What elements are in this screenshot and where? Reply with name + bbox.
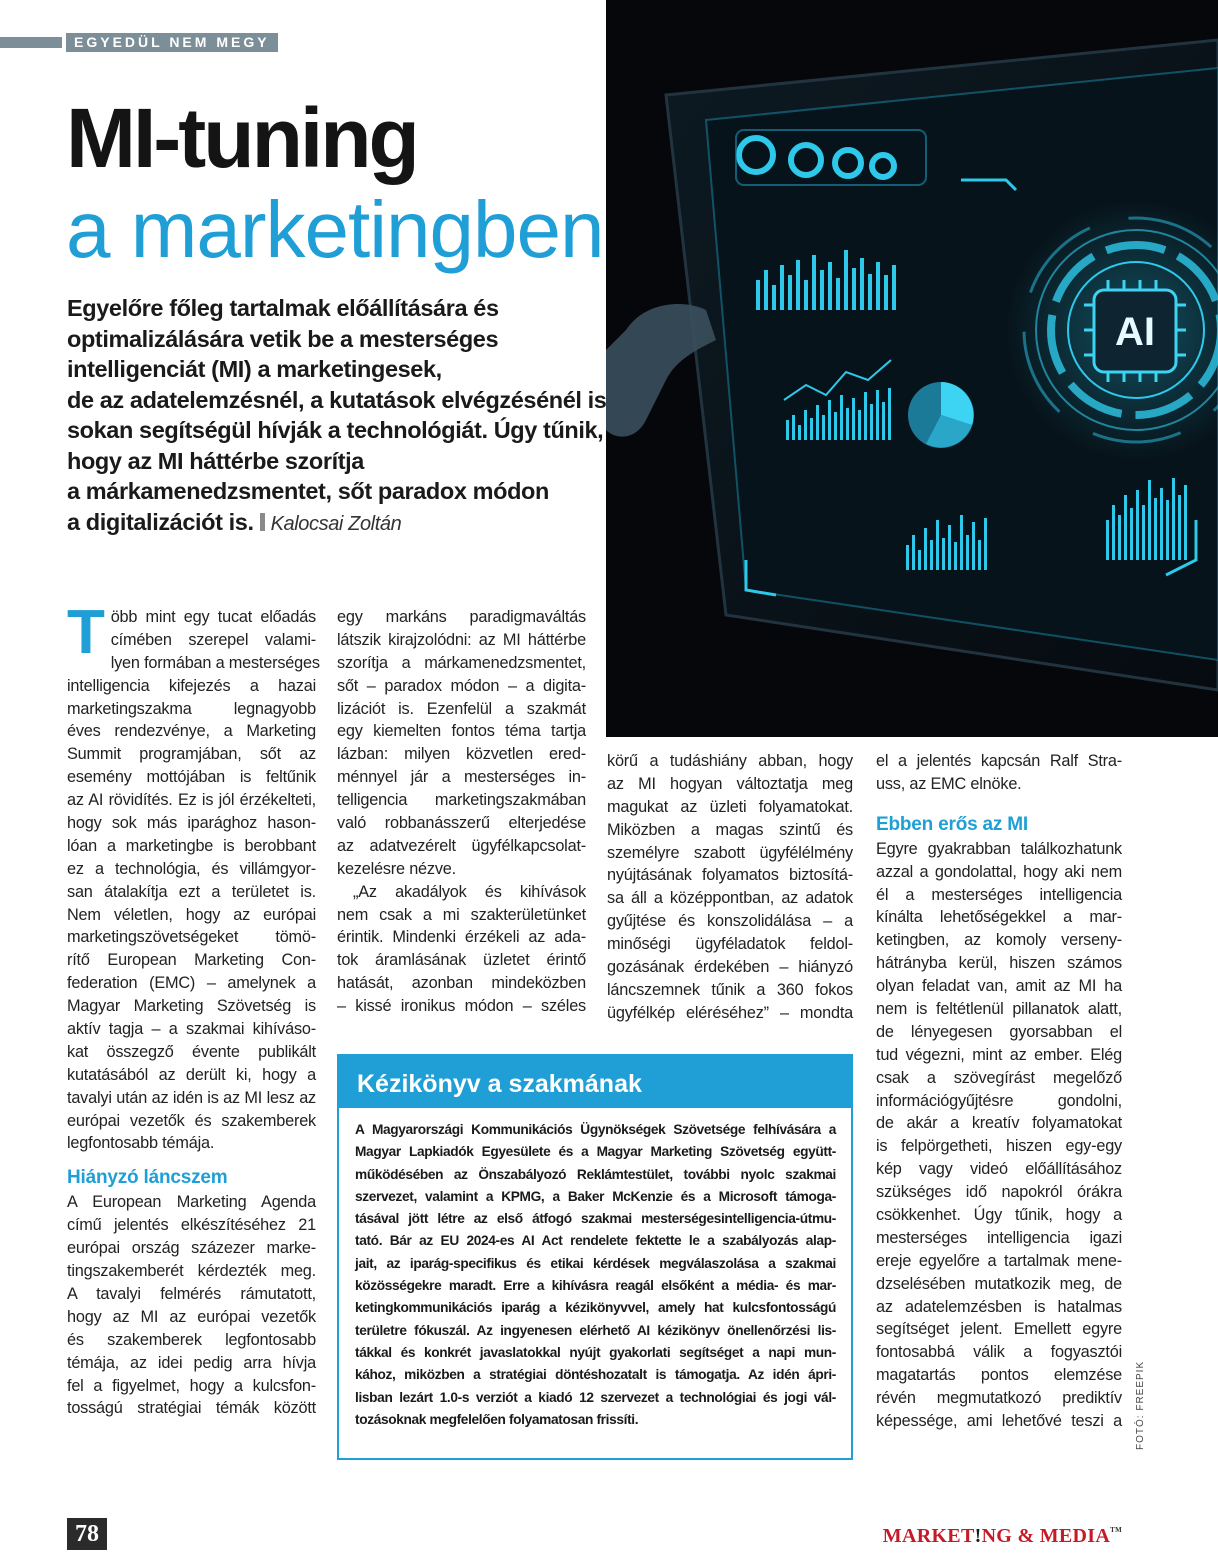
body-line: egy kiemelten fontos téma tartja xyxy=(337,722,586,741)
body-line: európai vezetők és szakemberek xyxy=(67,1111,316,1130)
lead-line: sokan segítségül hívják a technológiát. Úgy tűnik, xyxy=(67,417,604,443)
body-line: fontosabbá válik a fogyasztói xyxy=(876,1343,1122,1362)
hero-pie-chart xyxy=(908,382,974,448)
box-line: szervezet, valamint a KPMG, a Baker McKenzie és a Microsoft támoga- xyxy=(355,1188,836,1204)
body-line: kat összegző évente publikált xyxy=(67,1042,316,1061)
body-line: nyújtásának folyamatos biztosítá- xyxy=(607,866,853,885)
body-line: hatását, azonban mindeközben xyxy=(337,974,586,993)
body-line: federation (EMC) – amelynek a xyxy=(67,974,316,993)
box-line: tákkal és konkrét javaslatokkal nyújt gyakorlati segítséget a napi mun- xyxy=(355,1344,836,1360)
box-line: kához, miközben a stratégiai döntéshozatalt is támogatja. Az idén ápri- xyxy=(355,1367,836,1383)
lead-line-text: a digitalizációt is. xyxy=(67,508,254,535)
body-line: uss, az EMC elnöke. xyxy=(876,774,1022,793)
body-line: is felpörgetheti, hiszen egy-egy xyxy=(876,1137,1122,1156)
body-line: csökkenhet. Úgy tűnik, hogy a xyxy=(876,1206,1122,1225)
lead-line: hogy az MI háttérbe szorítja xyxy=(67,447,364,474)
body-line: szükséges idő napokról órákra xyxy=(876,1183,1122,1202)
box-line: közösségekre maradt. Erre a kihívásra reagál elsőként a média- és mar- xyxy=(355,1278,836,1294)
body-line: való robbanásszerű elterjedése xyxy=(337,814,586,833)
body-line: öbb mint egy tucat előadás xyxy=(110,608,316,626)
kicker-label: EGYEDÜL NEM MEGY xyxy=(66,33,278,52)
author-separator xyxy=(260,513,265,531)
body-line: ez a technológia, és villámgyor- xyxy=(67,859,316,878)
body-line: Magyar Marketing Szövetség is xyxy=(67,997,316,1016)
box-line: Magyar Lapkiadók Egyesülete és a Magyar Marketing Szövetség együtt- xyxy=(355,1144,836,1160)
box-line: tozásoknak megfelelően folyamatosan frissíti. xyxy=(355,1411,639,1427)
body-line: körű a tudáshiány abban, hogy xyxy=(607,752,853,770)
body-line: láncszemnek tűnik a 360 fokos xyxy=(607,980,853,999)
body-line: dzselésében mutatkozik meg, de xyxy=(876,1274,1122,1293)
section-kicker xyxy=(0,33,278,52)
body-line: el a jelentés kapcsán Ralf Stra- xyxy=(876,752,1122,770)
body-line: hogy sok más iparághoz hason- xyxy=(67,814,316,833)
body-line: olyan feladat van, amit az MI ha xyxy=(876,977,1122,996)
article-lead xyxy=(67,293,607,539)
body-line: minőségi ügyféladatok feldol- xyxy=(607,935,853,954)
body-line: témája, az idei pedig arra hívja xyxy=(67,1353,316,1372)
body-line: Miközben a magas szintű és xyxy=(607,820,853,839)
body-line: aktív tagja – a szakmai kihíváso- xyxy=(67,1020,316,1039)
body-line: csak a szövegírást megelőző xyxy=(876,1068,1122,1087)
body-line: ereje egyelőre a tartalmak mene- xyxy=(876,1251,1122,1270)
brand-text: MARKET xyxy=(882,1525,975,1547)
body-line: az adatelemzésben is hatalmas xyxy=(876,1297,1122,1316)
body-line: esemény mottójában is feltűnik xyxy=(67,768,316,787)
author-name: Kalocsai Zoltán xyxy=(270,512,402,535)
subheading-ai-strength: Ebben erős az MI xyxy=(876,813,1029,835)
body-line: tosságú stratégiai témák között xyxy=(67,1399,316,1418)
body-line: éves rendezvénye, a Marketing xyxy=(67,722,316,741)
brand-exclaim: ! xyxy=(974,1525,982,1547)
body-line: az AI rövidítés. Ez is jól érzékelteti, xyxy=(67,791,316,810)
body-line: révén megmutatkozó prediktív xyxy=(876,1389,1122,1408)
body-line: azzal a gondolattal, hogy aki nem xyxy=(876,862,1122,881)
subheading-missing-link: Hiányzó láncszem xyxy=(67,1167,228,1189)
body-line: magatartás pontos elemzése xyxy=(876,1366,1122,1385)
column-1 xyxy=(67,598,320,1420)
body-line: gyűjtése és konszolidálása – a xyxy=(607,912,853,931)
body-line: lóan a marketingbe is berobbant xyxy=(67,836,316,855)
brand-trademark: TM xyxy=(1110,1526,1122,1534)
column-4 xyxy=(876,750,1122,1433)
body-line: című jelentés elkészítéséhez 21 xyxy=(67,1216,316,1235)
body-line: marketingszakma legnagyobb xyxy=(67,699,316,718)
body-line: lyen formában a mesterséges xyxy=(110,653,320,672)
body-line: az adatvezérelt ügyfélkapcsolat- xyxy=(337,836,586,855)
lead-line-last xyxy=(67,507,597,540)
body-line: tud végezni, mint az ember. Elég xyxy=(876,1045,1122,1064)
box-body xyxy=(339,1108,851,1431)
hero-image xyxy=(606,0,1218,737)
box-line: lisban lezárt 1.0-s verziót a kiadó 12 szervezet a technológiai és jogi vál- xyxy=(355,1389,836,1405)
column-2 xyxy=(337,606,586,1018)
body-line: tavalyi után az idén is az MI lesz az xyxy=(67,1088,316,1107)
body-line: ménnyel jár a mesterséges in- xyxy=(337,768,586,787)
body-line: Summit programjában, sőt az xyxy=(67,745,316,764)
body-line: információgyűjtésre gondolni, xyxy=(876,1091,1122,1110)
lead-line: intelligenciát (MI) a marketingesek, xyxy=(67,356,442,382)
body-line: hátrányba kerül, hiszen számos xyxy=(876,954,1122,973)
box-line: A Magyarországi Kommunikációs Ügynökségek Szövetsége felhívására a xyxy=(355,1122,836,1137)
article-title-line2: a marketingben xyxy=(66,185,604,274)
body-line: személyre szabott ügyfélélmény xyxy=(607,843,853,862)
body-line: Egyre gyakrabban találkozhatunk xyxy=(876,839,1122,858)
box-line: tásával jött létre az első átfogó szakmai mesterségesintelligencia-útmu- xyxy=(355,1211,836,1227)
body-line: egy markáns paradigmaváltás xyxy=(337,608,586,626)
body-line: képessége, ami lehetővé teszi a xyxy=(876,1412,1122,1431)
body-line: látszik kirajzolódni: az MI háttérbe xyxy=(337,630,586,649)
body-line: lázban: milyen közvetlen ered- xyxy=(337,745,586,764)
sidebar-box xyxy=(337,1054,853,1460)
page-number: 78 xyxy=(67,1518,107,1550)
body-line: san átalakítja ezt a területet is. xyxy=(67,882,316,901)
body-line: „Az akadályok és kihívások xyxy=(353,882,586,901)
box-line: ketingkommunikációs iparág a kézikönyvvel, amely hat kulcsfontosságú xyxy=(355,1300,836,1316)
lead-line: de az adatelemzésnél, a kutatások elvégzésénél is xyxy=(67,386,607,413)
body-line: érintik. Mindenki érzékeli az ada- xyxy=(337,928,586,947)
body-line: európai ország százezer marke- xyxy=(67,1239,316,1258)
body-line: de akár a kreatív folyamatokat xyxy=(876,1114,1122,1133)
body-line: hogy az MI az európai vezetők xyxy=(67,1307,316,1326)
body-line: intelligencia kifejezés a hazai xyxy=(67,676,316,695)
body-line: ügyfélkép eléréséhez” – mondta xyxy=(607,1003,853,1022)
body-line: rítő European Marketing Con- xyxy=(67,951,316,970)
column-3 xyxy=(607,750,853,1025)
body-line: A European Marketing Agenda xyxy=(67,1193,316,1212)
body-line: nem csak a mi szakterületünket xyxy=(337,905,586,924)
body-line: – kissé ironikus módon – széles xyxy=(337,997,586,1016)
lead-line: optimalizálására vetik be a mesterséges xyxy=(67,325,499,352)
body-line: szorítja a márkamenedzsmentet, xyxy=(337,653,586,672)
body-line: tingszakemberét kérdezték meg. xyxy=(67,1262,316,1281)
box-title: Kézikönyv a szakmának xyxy=(339,1056,851,1108)
box-line: működésében az Önszabályozó Reklámtestület, további nyolc szakmai xyxy=(355,1166,836,1182)
body-line: címében szerepel valami- xyxy=(110,630,316,649)
brand-logo xyxy=(883,1525,1122,1548)
body-line: él a mesterséges intelligencia xyxy=(876,885,1122,904)
body-line: lizációt is. Ezenfelül a szakmát xyxy=(337,699,586,718)
dropcap: T xyxy=(67,598,105,667)
body-line: Nem véletlen, hogy az európai xyxy=(67,905,316,924)
body-line: kép vagy videó előállításához xyxy=(876,1160,1122,1179)
photo-credit: FOTÓ: FREEPIK xyxy=(1135,1360,1146,1450)
box-line: jait, az iparág-specifikus és etikai kérdések megválaszolása a szakmai xyxy=(355,1255,836,1271)
body-line: és szakemberek legfontosabb xyxy=(67,1330,316,1349)
body-line: sőt – paradox módon – a digita- xyxy=(337,676,586,695)
body-line: nem is feltétlenül pillanatok alatt, xyxy=(876,1000,1122,1019)
body-line: legfontosabb témája. xyxy=(67,1134,215,1153)
article-title-line1: MI-tuning xyxy=(66,91,417,185)
hero-illustration xyxy=(606,0,1218,737)
body-line: kutatásából az derült ki, hogy a xyxy=(67,1065,316,1084)
body-line: ketingben, az komoly verseny- xyxy=(876,931,1122,950)
body-line: fel a figyelmet, hogy a kulcsfon- xyxy=(67,1376,316,1395)
lead-line: a márkamenedzsmentet, sőt paradox módon xyxy=(67,478,549,504)
kicker-bar xyxy=(0,37,62,48)
box-line: területre fókuszál. Az ingyenesen elérhető AI kézikönyv önellenőrzési lis- xyxy=(355,1322,836,1338)
body-line: telligencia marketingszakmában xyxy=(337,791,586,810)
body-line: kínálta lehetőségekkel a mar- xyxy=(876,908,1122,927)
body-line: gozásának érdekében – hiányzó xyxy=(607,958,853,977)
body-line: magukat az üzleti folyamatokat. xyxy=(607,797,853,816)
brand-text: NG & MEDIA xyxy=(981,1525,1111,1547)
box-line: tató. Bár az EU 2024-es AI Act rendelete fektette le a szabályozás alap- xyxy=(355,1233,836,1249)
body-line: A tavalyi felmérés rámutatott, xyxy=(67,1284,316,1303)
body-line: marketingszövetségeket tömö- xyxy=(67,928,316,947)
body-line: kezelésre nézve. xyxy=(337,859,456,878)
body-line: sa áll a középpontban, az adatok xyxy=(607,889,853,908)
body-line: az MI hogyan változtatja meg xyxy=(607,774,853,793)
body-line: de lényegesen gyorsabban el xyxy=(876,1022,1122,1041)
body-line: segítséget jelent. Emellett egyre xyxy=(876,1320,1122,1339)
body-line: mesterséges intelligencia igazi xyxy=(876,1228,1122,1247)
ai-chip-label: AI xyxy=(1115,310,1155,354)
lead-line: Egyelőre főleg tartalmak előállítására és xyxy=(67,295,499,321)
body-line: tok áramlásának üzletet érintő xyxy=(337,951,586,970)
